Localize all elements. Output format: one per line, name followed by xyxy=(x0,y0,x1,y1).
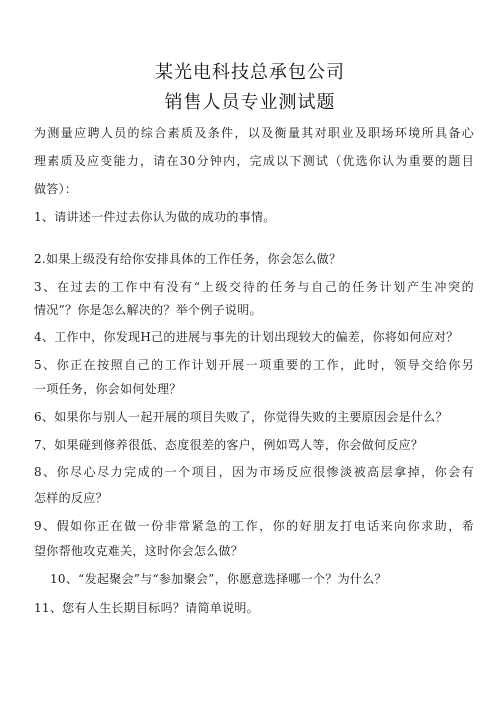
intro-line-1: 为测量应聘人员的综合素质及条件，以及衡量其对职业及职场环境所具备心 xyxy=(34,126,474,140)
question-6: 6、如果你与别人一起开展的项目失败了，你觉得失败的主要原因会是什么？ xyxy=(34,410,448,424)
question-3-line-1: 3、在过去的工作中有没有“上级交待的任务与自己的任务计划产生冲突的 xyxy=(34,280,474,294)
question-5-line-1: 5、你正在按照自己的工作计划开展一项重要的工作，此时，领导交给你另 xyxy=(34,358,474,372)
question-5-line-2: 一项任务，你会如何处理？ xyxy=(34,382,182,396)
test-title: 销售人员专业测试题 xyxy=(164,92,336,113)
question-3-line-2: 情况”？你是怎么解决的？举个例子说明。 xyxy=(34,303,262,317)
question-9-line-1: 9、假如你正在做一份非常紧急的工作，你的好朋友打电话来向你求助，希 xyxy=(34,519,474,533)
company-title: 某光电科技总承包公司 xyxy=(155,62,345,83)
question-7: 7、如果碰到修养很低、态度很差的客户，例如骂人等，你会做何反应？ xyxy=(34,438,424,452)
intro-line-3: 做答）： xyxy=(34,182,78,196)
question-8-line-1: 8、你尽心尽力完成的一个项目，因为市场反应很惨淡被高层拿掉，你会有 xyxy=(34,465,474,479)
intro-line-2: 理素质及应变能力，请在30分钟内，完成以下测试（优选你认为重要的题目 xyxy=(34,154,474,168)
question-8-line-2: 怎样的反应？ xyxy=(34,491,108,505)
question-4: 4、工作中，你发现H己的进展与事先的计划出现较大的偏差，你将如何应对？ xyxy=(34,330,459,344)
question-10: 10、“发起聚会”与“参加聚会”，你愿意选择哪一个？为什么？ xyxy=(50,572,387,586)
question-1: 1、请讲述一件过去你认为做的成功的事情。 xyxy=(34,210,276,224)
question-11: 11、您有人生长期目标吗？请简单说明。 xyxy=(34,601,259,615)
question-2: 2.如果上级没有给你安排具体的工作任务，你会怎么做？ xyxy=(34,252,342,266)
question-9-line-2: 望你帮他攻克难关，这时你会怎么做？ xyxy=(34,544,244,558)
